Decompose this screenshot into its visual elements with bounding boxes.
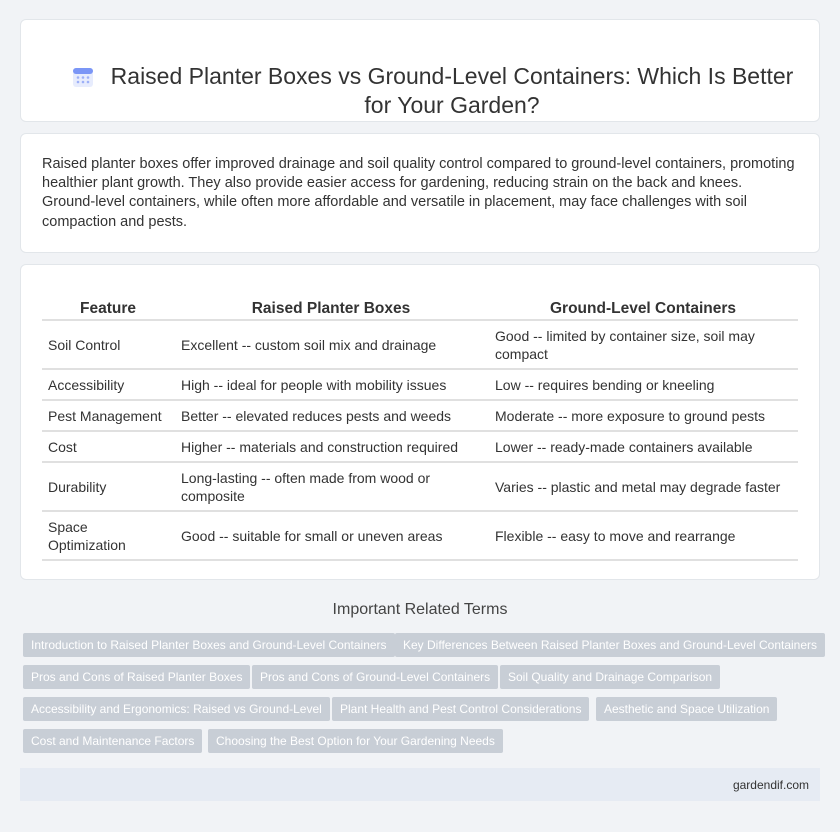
footer-site-link[interactable]: gardendif.com <box>732 778 809 792</box>
related-term-chip[interactable]: Key Differences Between Raised Planter Boxes and Ground-Level Containers <box>395 633 825 657</box>
related-term-chip[interactable]: Pros and Cons of Raised Planter Boxes <box>23 665 250 689</box>
related-term-chip[interactable]: Cost and Maintenance Factors <box>23 729 202 753</box>
feature-cell: Cost <box>42 431 174 462</box>
raised-cell: High -- ideal for people with mobility issues <box>174 369 488 400</box>
table-row <box>42 369 798 400</box>
header-feature: Feature <box>42 296 174 320</box>
table-row <box>42 462 798 511</box>
related-term-chip[interactable]: Accessibility and Ergonomics: Raised vs Ground-Level <box>23 697 330 721</box>
feature-cell: Durability <box>42 462 174 511</box>
raised-cell: Excellent -- custom soil mix and drainage <box>174 320 488 369</box>
feature-cell: Space Optimization <box>42 511 174 560</box>
raised-cell: Better -- elevated reduces pests and weeds <box>174 400 488 431</box>
table-row <box>42 431 798 462</box>
ground-cell: Low -- requires bending or kneeling <box>488 369 798 400</box>
calendar-icon <box>71 65 95 89</box>
feature-cell: Pest Management <box>42 400 174 431</box>
ground-cell: Varies -- plastic and metal may degrade faster <box>488 462 798 511</box>
related-term-chip[interactable]: Choosing the Best Option for Your Gardening Needs <box>208 729 503 753</box>
related-term-chip[interactable]: Aesthetic and Space Utilization <box>596 697 777 721</box>
header-ground: Ground-Level Containers <box>488 296 798 320</box>
table-row <box>42 400 798 431</box>
table-row <box>42 511 798 560</box>
footer <box>20 768 820 801</box>
page-title: Raised Planter Boxes vs Ground-Level Containers: Which Is Better for Your Garden? <box>110 63 794 118</box>
related-terms-heading: Important Related Terms <box>332 601 508 618</box>
raised-cell: Good -- suitable for small or uneven areas <box>174 511 488 560</box>
raised-cell: Higher -- materials and construction required <box>174 431 488 462</box>
table-row <box>42 320 798 369</box>
header-raised: Raised Planter Boxes <box>174 296 488 320</box>
intro-card <box>20 133 820 253</box>
title-card <box>20 19 820 122</box>
related-term-chip[interactable]: Soil Quality and Drainage Comparison <box>500 665 720 689</box>
ground-cell: Good -- limited by container size, soil may compact <box>488 320 798 369</box>
table-header-row <box>42 296 798 320</box>
comparison-card <box>20 264 820 580</box>
related-term-chip[interactable]: Plant Health and Pest Control Considerations <box>332 697 589 721</box>
raised-cell: Long-lasting -- often made from wood or composite <box>174 462 488 511</box>
feature-cell: Accessibility <box>42 369 174 400</box>
ground-cell: Lower -- ready-made containers available <box>488 431 798 462</box>
ground-cell: Moderate -- more exposure to ground pests <box>488 400 798 431</box>
intro-paragraph: Raised planter boxes offer improved drainage and soil quality control compared to ground-level containers, promoting healthier plant growth. They also provide easier access for gardening, reducing strain on the back and knees. Ground-level containers, while often more affordable and versatile in placement, may face challenges with soil compaction and pests. <box>42 156 795 230</box>
related-term-chip[interactable]: Pros and Cons of Ground-Level Containers <box>252 665 498 689</box>
feature-cell: Soil Control <box>42 320 174 369</box>
comparison-table <box>42 296 798 561</box>
related-term-chip[interactable]: Introduction to Raised Planter Boxes and Ground-Level Containers <box>23 633 395 657</box>
ground-cell: Flexible -- easy to move and rearrange <box>488 511 798 560</box>
